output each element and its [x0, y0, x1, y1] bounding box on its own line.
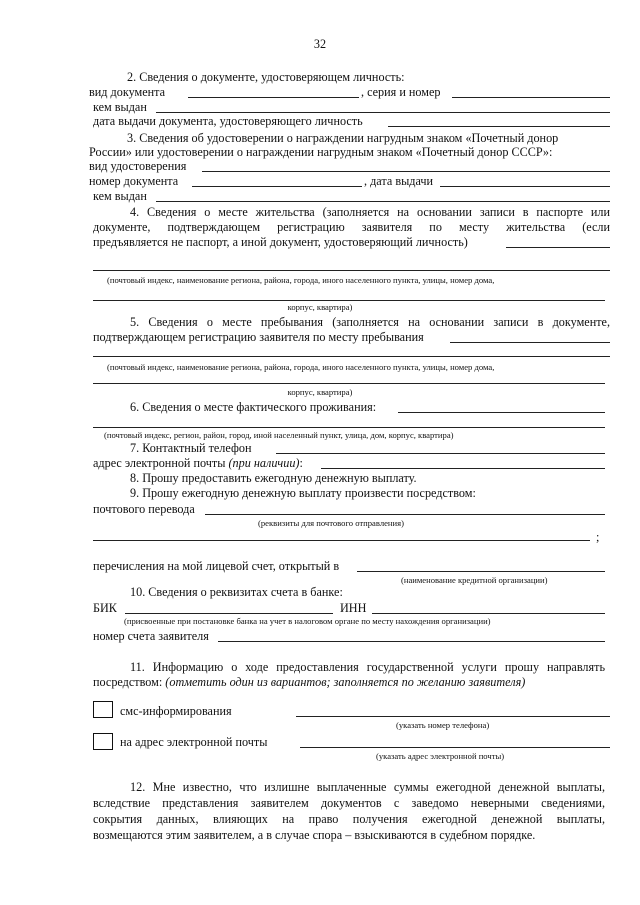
series-number-field[interactable]: [452, 97, 610, 98]
phone-field[interactable]: [276, 453, 605, 454]
postal-transfer-hint: (реквизиты для почтового отправления): [258, 518, 404, 528]
cert-number-label: номер документа: [89, 174, 179, 188]
bank-name-hint: (наименование кредитной организации): [401, 575, 548, 585]
postal-semicolon: ;: [596, 530, 600, 544]
section11-line1: 11. Информацию о ходе предоставления государственной услуги прошу направлять: [130, 660, 605, 674]
bank-name-field[interactable]: [357, 571, 605, 572]
inn-label: ИНН: [340, 601, 367, 615]
residence-field-3[interactable]: [93, 300, 605, 301]
sms-phone-field[interactable]: [296, 716, 610, 717]
section10-title: 10. Сведения о реквизитах счета в банке:: [130, 585, 343, 599]
stay-hint-2: корпус, квартира): [287, 387, 353, 397]
doc-issue-date-label: дата выдачи документа, удостоверяющего личность: [93, 114, 363, 128]
cert-issued-by-field[interactable]: [156, 201, 610, 202]
section4-line2: документе, подтверждающем регистрацию заявителя по месту жительства (если: [93, 220, 610, 234]
section12-line1: 12. Мне известно, что излишне выплаченные суммы ежегодной денежной выплаты,: [130, 780, 605, 794]
section2-title: 2. Сведения о документе, удостоверяющем личность:: [127, 70, 405, 84]
doc-issue-date-field[interactable]: [388, 126, 610, 127]
cert-type-label: вид удостоверения: [89, 159, 187, 173]
doc-type-field[interactable]: [188, 97, 359, 98]
section11-line2: посредством: (отметить один из вариантов; заполняется по желанию заявителя): [93, 675, 526, 689]
section5-line1: 5. Сведения о месте пребывания (заполняется на основании записи в документе,: [130, 315, 610, 329]
section9-text: 9. Прошу ежегодную денежную выплату произвести посредством:: [130, 486, 476, 500]
bank-account-label: перечисления на мой лицевой счет, открытый в: [93, 559, 340, 573]
residence-field-2[interactable]: [93, 270, 610, 271]
residence-field-1[interactable]: [506, 247, 610, 248]
section4-line3: предъявляется не паспорт, а иной документ, удостоверяющий личность): [93, 235, 468, 249]
postal-transfer-label: почтового перевода: [93, 502, 195, 516]
section4-line1: 4. Сведения о месте жительства (заполняется на основании записи в паспорте или: [130, 205, 610, 219]
section3-line2: России» или удостоверении о награждении нагрудным знаком «Почетный донор СССР»:: [89, 145, 553, 159]
section12-line4: возмещаются этим заявителем, а в случае спора – взыскиваются в судебном порядке.: [93, 828, 536, 842]
sms-option-label: смс-информирования: [120, 704, 232, 718]
cert-type-field[interactable]: [202, 171, 610, 172]
section5-line2: подтверждающем регистрацию заявителя по месту пребывания: [93, 330, 424, 344]
cert-issued-by-label: кем выдан: [93, 189, 147, 203]
email-address-field[interactable]: [300, 747, 610, 748]
cert-issue-date-label: , дата выдачи: [364, 174, 434, 188]
email-address-hint: (указать адрес электронной почты): [376, 751, 505, 761]
account-number-label: номер счета заявителя: [93, 629, 209, 643]
bik-field[interactable]: [125, 613, 333, 614]
section8-text: 8. Прошу предоставить ежегодную денежную выплату.: [130, 471, 417, 485]
sms-checkbox[interactable]: [93, 701, 113, 718]
cert-issue-date-field[interactable]: [440, 186, 610, 187]
section6-title: 6. Сведения о месте фактического проживания:: [130, 400, 377, 414]
doc-type-label: вид документа: [89, 85, 166, 99]
section3-line1: 3. Сведения об удостоверении о награждении нагрудным знаком «Почетный донор: [127, 131, 559, 145]
section12-line3: сокрытия данных, влияющих на право получения ежегодной денежной выплаты,: [93, 812, 605, 826]
actual-address-field-1[interactable]: [398, 412, 605, 413]
stay-field-3[interactable]: [93, 383, 605, 384]
doc-issued-by-label: кем выдан: [93, 100, 147, 114]
cert-number-field[interactable]: [192, 186, 362, 187]
account-number-field[interactable]: [218, 641, 605, 642]
page-number: 32: [313, 37, 327, 51]
residence-hint-1: (почтовый индекс, наименование региона, района, города, иного населенного пункта, улицы, номер дома,: [107, 275, 495, 285]
sms-phone-hint: (указать номер телефона): [396, 720, 490, 730]
email-field[interactable]: [321, 468, 605, 469]
email-checkbox[interactable]: [93, 733, 113, 750]
section12-line2: вследствие представления заявителем документов с заведомо неверными сведениями,: [93, 796, 605, 810]
postal-transfer-field[interactable]: [205, 514, 605, 515]
series-number-label: , серия и номер: [361, 85, 441, 99]
stay-field-2[interactable]: [93, 356, 610, 357]
email-label: адрес электронной почты (при наличии):: [93, 456, 303, 470]
email-option-label: на адрес электронной почты: [120, 735, 268, 749]
stay-hint-1: (почтовый индекс, наименование региона, района, города, иного населенного пункта, улицы, номер дома,: [107, 362, 495, 372]
doc-issued-by-field[interactable]: [156, 112, 610, 113]
phone-label: 7. Контактный телефон: [130, 441, 252, 455]
inn-field[interactable]: [372, 613, 605, 614]
actual-address-field-2[interactable]: [93, 427, 605, 428]
residence-hint-2: корпус, квартира): [287, 302, 353, 312]
actual-address-hint: (почтовый индекс, регион, район, город, иной населенный пункт, улица, дом, корпус, квартира): [104, 430, 454, 440]
bik-label: БИК: [93, 601, 117, 615]
postal-transfer-field-2[interactable]: [93, 540, 590, 541]
inn-hint: (присвоенные при постановке банка на учет в налоговом органе по месту нахождения организации): [124, 616, 491, 626]
stay-field-1[interactable]: [450, 342, 610, 343]
